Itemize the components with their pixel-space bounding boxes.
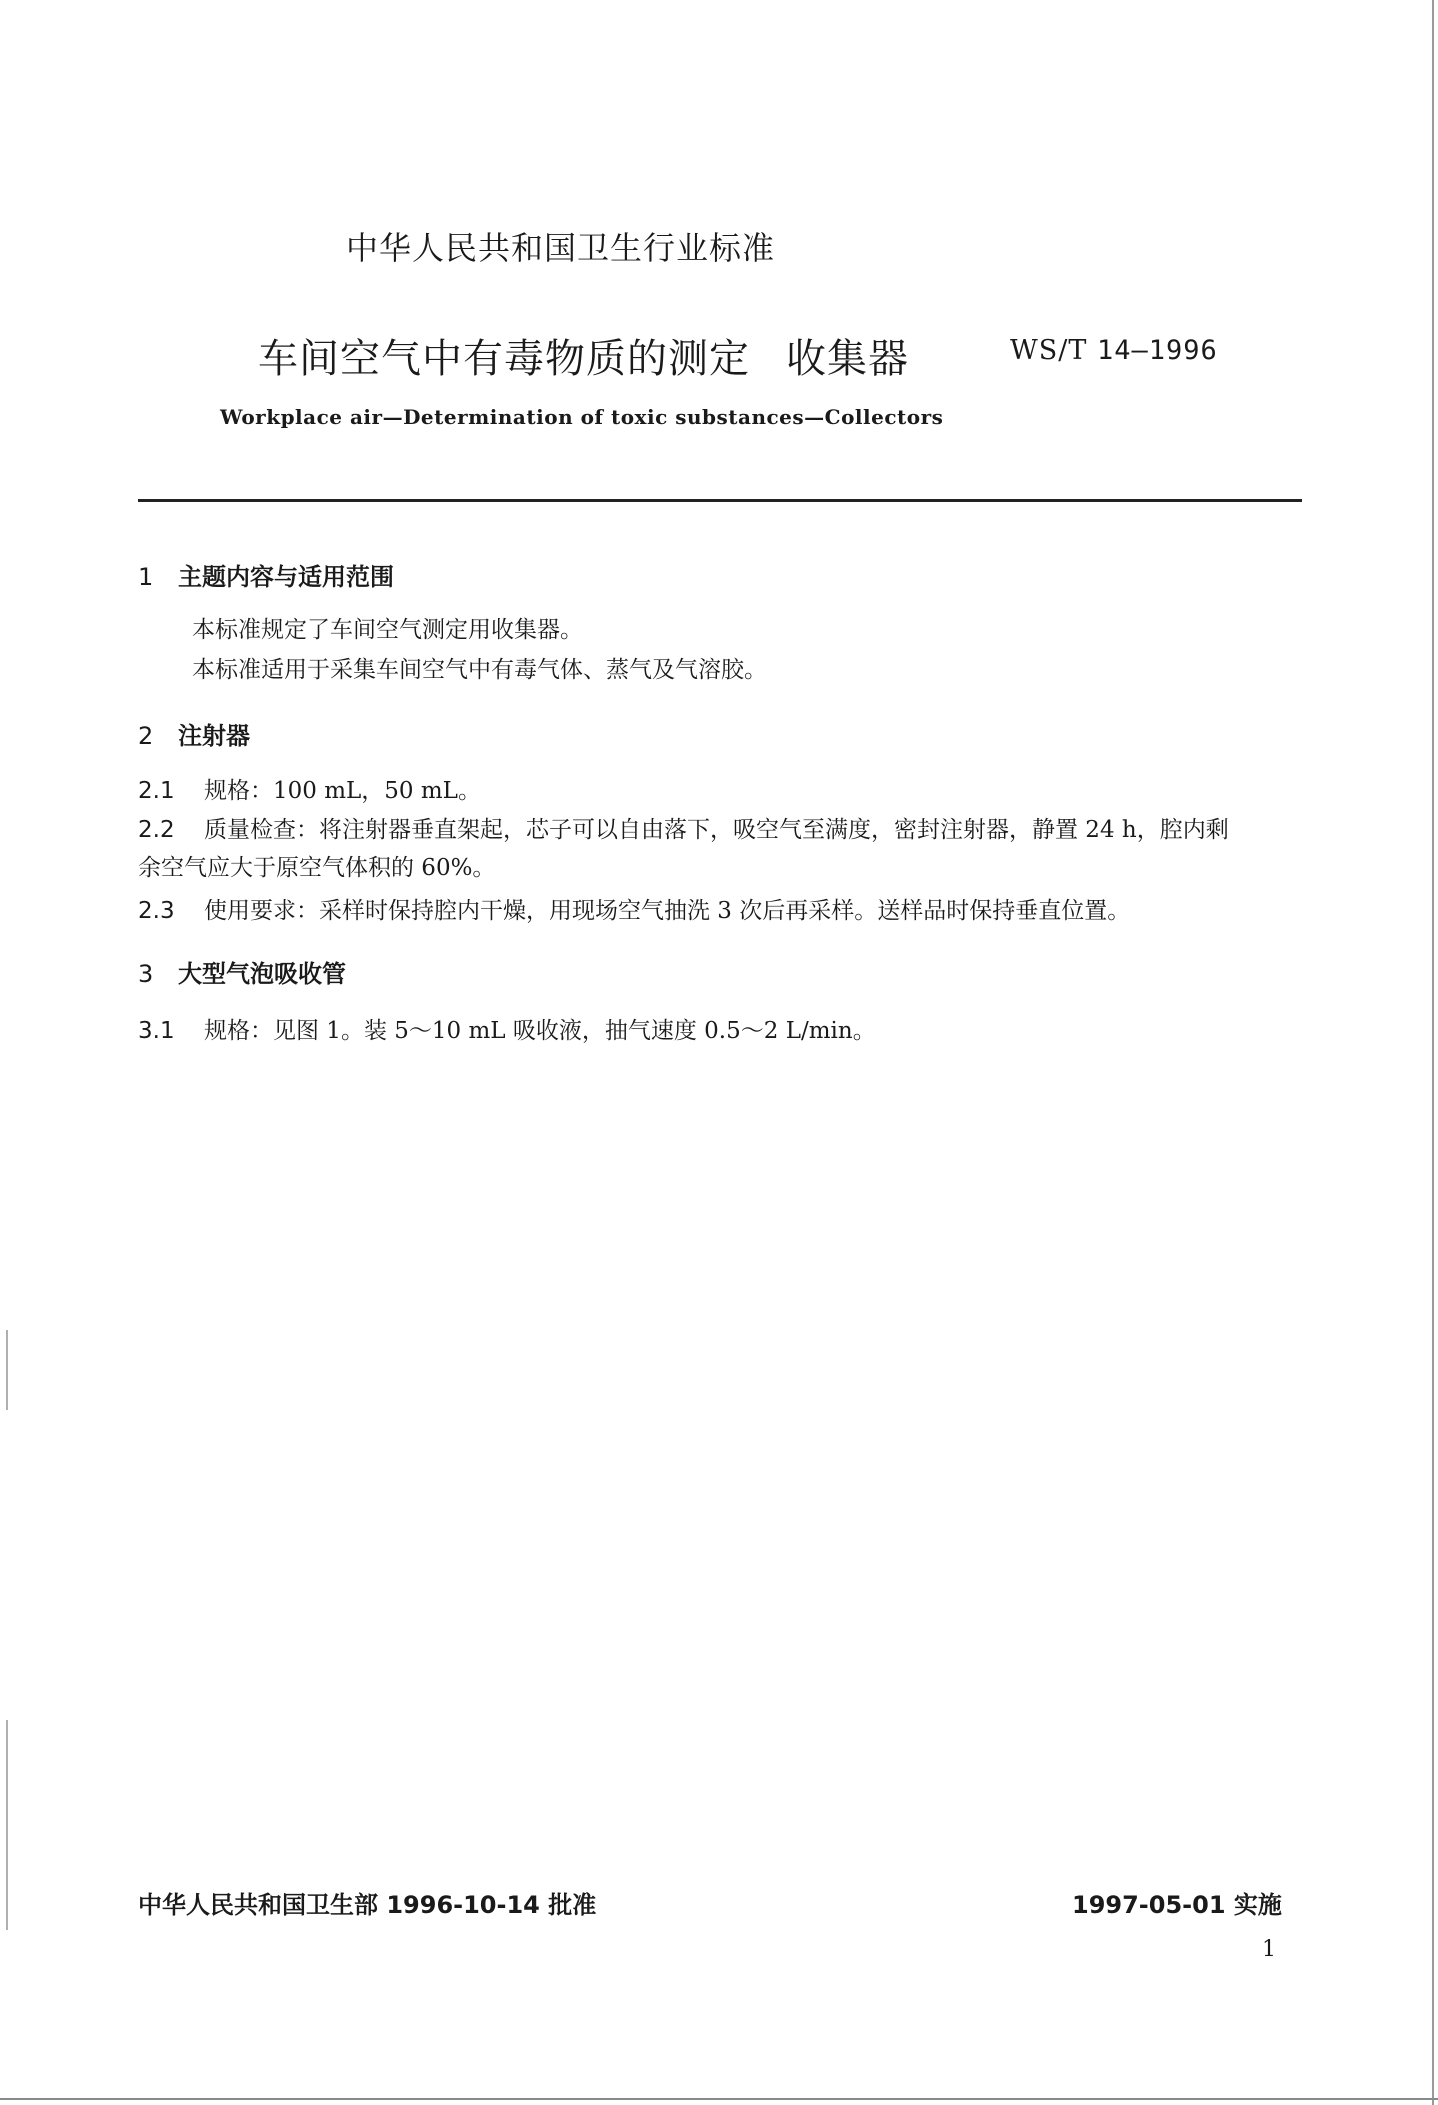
section-number: 2	[138, 722, 154, 750]
section-heading	[138, 557, 394, 592]
standard-year: 14—1996	[1096, 335, 1218, 366]
approval-line: 中华人民共和国卫生部 1996-10-14 批准	[138, 1891, 597, 1919]
clause-continuation: 余空气应大于原空气体积的 60%。	[138, 855, 496, 881]
section-title: 大型气泡吸收管	[178, 960, 346, 988]
section-heading	[138, 716, 250, 751]
header-divider	[138, 499, 1302, 502]
clause-number: 3.1	[138, 1018, 175, 1044]
clause	[138, 1013, 1303, 1050]
page-number: 1	[1262, 1937, 1276, 1962]
clause-number: 2.2	[138, 817, 175, 843]
effective-date: 1997-05-01 实施	[1072, 1891, 1282, 1919]
scan-edge-left	[6, 1720, 8, 1930]
doc-title-main: 车间空气中有毒物质的测定	[258, 336, 750, 382]
section-heading	[138, 954, 346, 989]
paragraph: 本标准适用于采集车间空气中有毒气体、蒸气及气溶胶。	[192, 657, 767, 683]
org-title: 中华人民共和国卫生行业标准	[346, 229, 776, 267]
scan-edge-right	[1432, 0, 1434, 2105]
doc-title	[258, 327, 909, 384]
clause-text: 使用要求：采样时保持腔内干燥，用现场空气抽洗 3 次后再采样。送样品时保持垂直位置。	[204, 898, 1131, 924]
paragraph: 本标准规定了车间空气测定用收集器。	[192, 617, 583, 643]
standard-number	[1010, 335, 1218, 366]
clause-number: 2.1	[138, 778, 175, 804]
clause-number: 2.3	[138, 898, 175, 924]
clause	[138, 773, 1303, 810]
scan-edge-left	[6, 1330, 8, 1410]
standard-code: WS/T	[1010, 335, 1088, 366]
section-title: 主题内容与适用范围	[178, 563, 394, 591]
english-title: Workplace air—Determination of toxic substances—Collectors	[220, 405, 944, 429]
section-number: 3	[138, 960, 154, 988]
section-number: 1	[138, 563, 154, 591]
scan-edge-bottom	[0, 2098, 1438, 2100]
clause-text: 规格：100 mL，50 mL。	[204, 778, 481, 804]
clause	[138, 812, 1303, 849]
doc-title-sub: 收集器	[786, 336, 909, 382]
clause	[138, 893, 1303, 930]
clause-text: 质量检查：将注射器垂直架起，芯子可以自由落下，吸空气至满度，密封注射器，静置 24 h，腔内剩	[204, 817, 1229, 843]
section-title: 注射器	[178, 722, 250, 750]
clause-text: 规格：见图 1。装 5～10 mL 吸收液，抽气速度 0.5～2 L/min。	[204, 1018, 876, 1044]
